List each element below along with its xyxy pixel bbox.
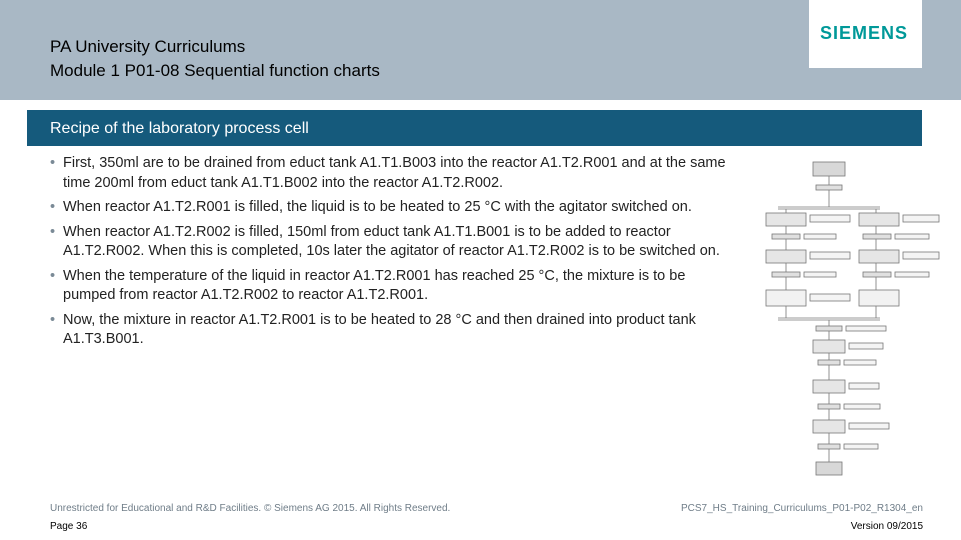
bullet-item <box>50 223 740 262</box>
bullet-list <box>50 154 740 355</box>
section-title: Recipe of the laboratory process cell <box>50 120 309 137</box>
bullet-item <box>50 154 740 193</box>
bullet-icon: • <box>50 155 56 171</box>
bullet-icon: • <box>50 267 56 284</box>
header-band <box>0 0 961 100</box>
logo-box <box>809 0 922 68</box>
page-number: Page 36 <box>50 521 88 532</box>
module-subtitle: Module 1 P01-08 Sequential function charts <box>50 61 380 80</box>
section-title-bar <box>27 110 922 146</box>
bullet-text: Now, the mixture in reactor A1.T2.R001 is to be heated to 28 °C and then drained into product tank A1.T3.B001. <box>63 311 696 347</box>
sfc-diagram-thumbnail <box>758 152 942 482</box>
presentation-title: PA University Curriculums <box>50 37 246 56</box>
bullet-item <box>50 198 740 218</box>
bullet-text: When reactor A1.T2.R002 is filled, 150ml from educt tank A1.T1.B001 is to be added to reactor A1.T2.R002. When this is completed, 10s later the agitator of reactor A1.T2.R002 is to be switched on. <box>63 223 720 259</box>
bullet-text: When the temperature of the liquid in reactor A1.T2.R001 has reached 25 °C, the mixture is to be pumped from reactor A1.T2.R002 to reactor A1.T2.R001. <box>63 267 686 303</box>
bullet-text: When reactor A1.T2.R001 is filled, the liquid is to be heated to 25 °C with the agitator switched on. <box>63 199 692 215</box>
bullet-item <box>50 267 740 306</box>
bullet-text: First, 350ml are to be drained from educt tank A1.T1.B003 into the reactor A1.T2.R001 and at the same time 200ml from educt tank A1.T1.B002 into the reactor A1.T2.R002. <box>63 155 726 191</box>
copyright-notice: Unrestricted for Educational and R&D Facilities. © Siemens AG 2015. All Rights Reserved. <box>50 503 451 514</box>
bullet-item <box>50 311 740 350</box>
document-id: PCS7_HS_Training_Curriculums_P01-P02_R1304_en <box>681 503 923 514</box>
version-label: Version 09/2015 <box>850 521 923 532</box>
siemens-logo: SIEMENS <box>820 23 909 43</box>
bullet-icon: • <box>50 223 56 240</box>
bullet-icon: • <box>50 199 56 215</box>
bullet-icon: • <box>50 311 56 328</box>
